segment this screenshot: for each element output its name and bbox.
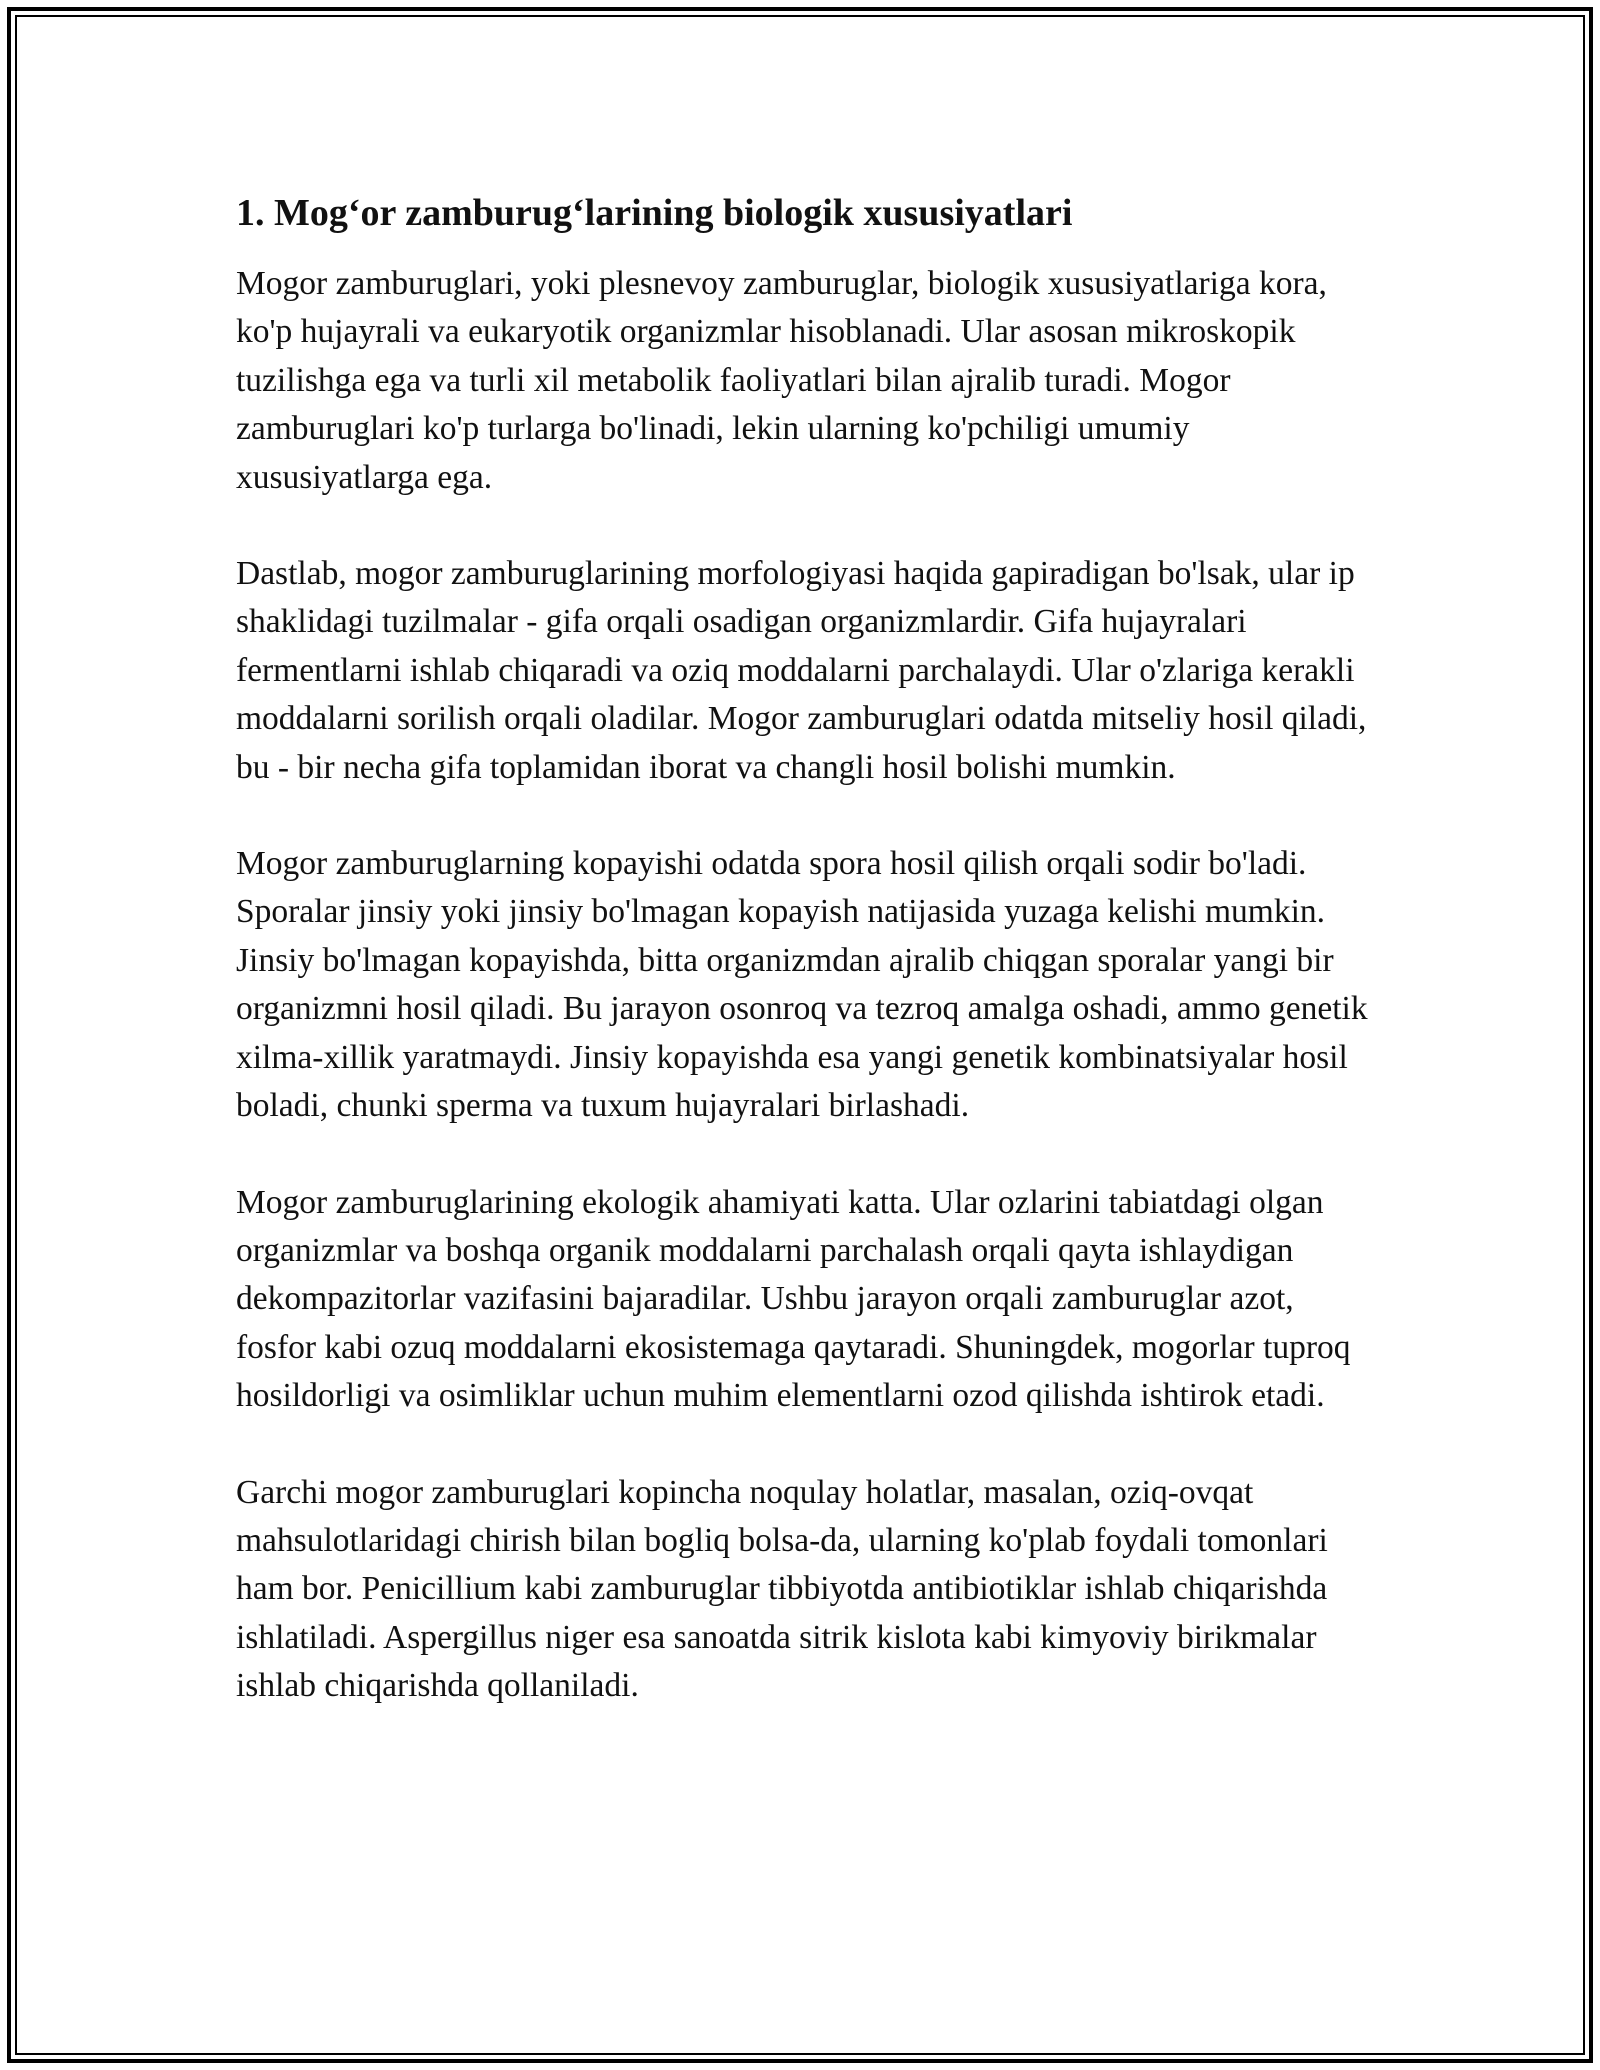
document-body [236,188,1376,1759]
paragraph-ecology: Mogor zamburuglarining ekologik ahamiyati katta. Ular ozlarini tabiatdagi olgan organizmlar va boshqa organik moddalarni parchalash orqali qayta ishlaydigan dekompazitorlar vazifasini bajaradilar. Ushbu jarayon orqali zamburuglar azot, fosfor kabi ozuq moddalarni ekosistemaga qaytaradi. Shuningdek, mogorlar tuproq hosildorligi va osimliklar uchun muhim elementlarni ozod qilishda ishtirok etadi. [236,1183,1351,1415]
paragraph-biology-overview: Mogor zamburuglari, yoki plesnevoy zamburuglar, biologik xususiyatlariga kora, ko'p hujayrali va eukaryotik organizmlar hisoblanadi. Ular asosan mikroskopik tuzilishga ega va turli xil metabolik faoliyatlari bilan ajralib turadi. Mogor zamburuglari ko'p turlarga bo'linadi, lekin ularning ko'pchiligi umumiy xususiyatlarga ega. [236,265,1327,496]
section-heading: 1. Mog‘or zamburug‘larining biologik xususiyatlari [236,192,1073,234]
paragraph-morphology: Dastlab, mogor zamburuglarining morfologiyasi haqida gapiradigan bo'lsak, ular ip shaklidagi tuzilmalar - gifa orqali osadigan organizmlardir. Gifa hujayralari fermentlarni ishlab chiqaradi va oziq moddalarni parchalaydi. Ular o'zlariga kerakli moddalarni sorilish orqali oladilar. Mogor zamburuglari odatda mitseliy hosil qiladi, bu - bir necha gifa toplamidan iborat va changli hosil bolishi mumkin. [236,555,1367,786]
paragraph-reproduction: Mogor zamburuglarning kopayishi odatda spora hosil qilish orqali sodir bo'ladi. Sporalar jinsiy yoki jinsiy bo'lmagan kopayish natijasida yuzaga kelishi mumkin. Jinsiy bo'lmagan kopayishda, bitta organizmdan ajralib chiqgan sporalar yangi bir organizmni hosil qiladi. Bu jarayon osonroq va tezroq amalga oshadi, ammo genetik xilma-xillik yaratmaydi. Jinsiy kopayishda esa yangi genetik kombinatsiyalar hosil boladi, chunki sperma va tuxum hujayralari birlashadi. [236,845,1368,1125]
paragraph-uses: Garchi mogor zamburuglari kopincha noqulay holatlar, masalan, oziq-ovqat mahsulotlaridagi chirish bilan bogliq bolsa-da, ularning ko'plab foydali tomonlari ham bor. Penicillium kabi zamburuglar tibbiyotda antibiotiklar ishlab chiqarishda ishlatiladi. Aspergillus niger esa sanoatda sitrik kislota kabi kimyoviy birikmalar ishlab chiqarishda qollaniladi. [236,1473,1328,1705]
